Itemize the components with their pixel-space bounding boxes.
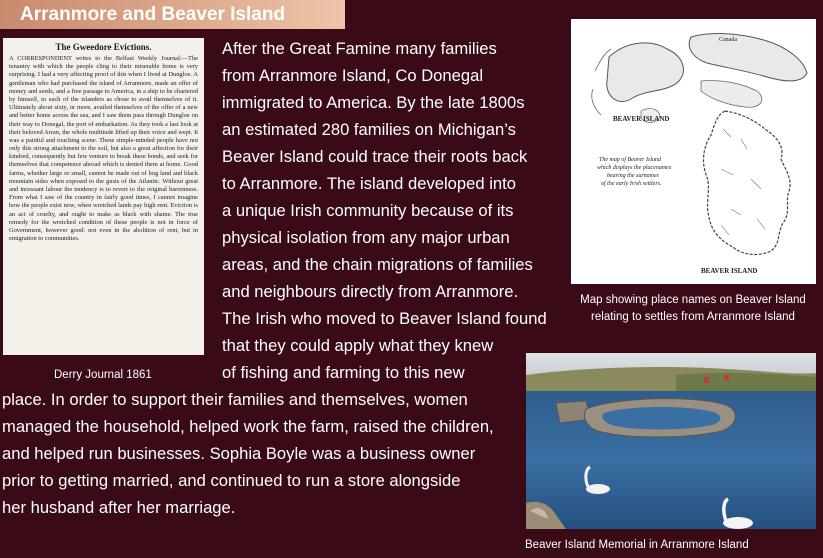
map-legend-line: which displays the placenames (597, 165, 672, 171)
body-line: The Irish who moved to Beaver Island found (222, 309, 547, 328)
memorial-photo (526, 353, 816, 529)
body-line: of fishing and farming to this new (222, 363, 465, 382)
body-line: place. In order to support their families and themselves, women (2, 390, 468, 409)
clipping-body: A CORRESPONDENT writes to the Belfast Weekly Journal:—The tenantry with which the people cling to their miserable home is very surprising. I had a very affecting proof of this when I lived at Dungloe. A gentleman who had purchased the island of Arranmore, made an offer of money and seeds, and a free passage to America, in a ship to be chartered by himself, to such of the islanders as chose to avail themselves of it. Ultimately about sixty, or more, availed themselves of the offer of a new and better home across the sea, and I saw them pass through Dungloe on their way to Donegal, the port of embarkation. As they took a last look at their beloved Arran, the whole multitude lifted up their voice and wept. It was a painful and touching scene. These simple-minded people have not only this strong attachment to the soil, but also a great affection for their kindred, consequently but few venture to break these bonds, and seek for themselves that competence abroad which is denied them at home. Good farms, whether large or small, cannot be made out of bog land and black mountain sides when exposed to the gusts of the Atlantic. Without great and incessant labour the tendency is to revert to the original barrenness. From what I saw of the country in fairly good times, I cannot imagine how the people exist now, when wretched lands pay high rent. Eviction is an act of cruelty, and ought to make as black with shame. The true remedy for the wretched condition of these people is not in force of Government, however good: not even in the abolition of rent, but in emigration to communities. (9, 55, 198, 243)
map-legend-line: of the early Irish settlers. (601, 181, 662, 187)
body-line: physical isolation from any major urban (222, 228, 510, 247)
ring-inner-water (602, 407, 720, 430)
body-line: her husband after her marriage. (2, 498, 236, 517)
body-line: to Arranmore. The island developed into (222, 174, 516, 193)
beaver-island-map (571, 19, 816, 284)
lake-island-shape (701, 80, 762, 107)
body-line: that they could apply what they knew (222, 336, 494, 355)
hillside-grass (676, 373, 816, 393)
map-label-top: BEAVER ISLAND (613, 115, 670, 123)
memorial-scene (526, 353, 816, 529)
distant-flag (704, 377, 709, 383)
map-caption: Map showing place names on Beaver Island relating to settles from Arranmore Island (580, 294, 806, 323)
map-legend-line: The map of Beaver Island (599, 157, 661, 163)
distant-flag (724, 375, 729, 381)
body-line: areas, and the chain migrations of families (222, 255, 533, 274)
clipping-headline: The Gweedore Evictions. (55, 42, 152, 52)
body-line: After the Great Famine many families (222, 39, 497, 58)
photo-caption: Beaver Island Memorial in Arranmore Island (525, 539, 749, 551)
body-line: an estimated 280 families on Michigan’s (222, 120, 516, 139)
body-line: managed the household, helped work the farm, raised the children, (2, 417, 494, 436)
lake-island-shape (607, 43, 684, 102)
map-label-canada: Canada (719, 37, 737, 43)
body-line: and helped run businesses. Sophia Boyle was a business owner (2, 444, 476, 463)
swan (723, 517, 753, 529)
lake-island-shape (689, 34, 807, 81)
newspaper-clipping (3, 38, 204, 355)
page-title: Arranmore and Beaver Island (0, 0, 345, 29)
map-drawing (571, 19, 816, 284)
body-line: and neighbours directly from Arranmore. (222, 282, 519, 301)
map-label-bottom: BEAVER ISLAND (701, 267, 758, 275)
clipping-caption: Derry Journal 1861 (54, 369, 152, 381)
body-line: Beaver Island could trace their roots back (222, 147, 528, 166)
beaver-island-outline (704, 111, 791, 254)
body-line: from Arranmore Island, Co Donegal (222, 66, 484, 85)
body-line: prior to getting married, and continued to run a store alongside (2, 471, 461, 490)
body-line: immigrated to America. By the late 1800s (222, 93, 525, 112)
body-line: a unique Irish community because of its (222, 201, 514, 220)
swan (586, 484, 610, 494)
map-legend-line: bearing the surnames (607, 173, 659, 179)
